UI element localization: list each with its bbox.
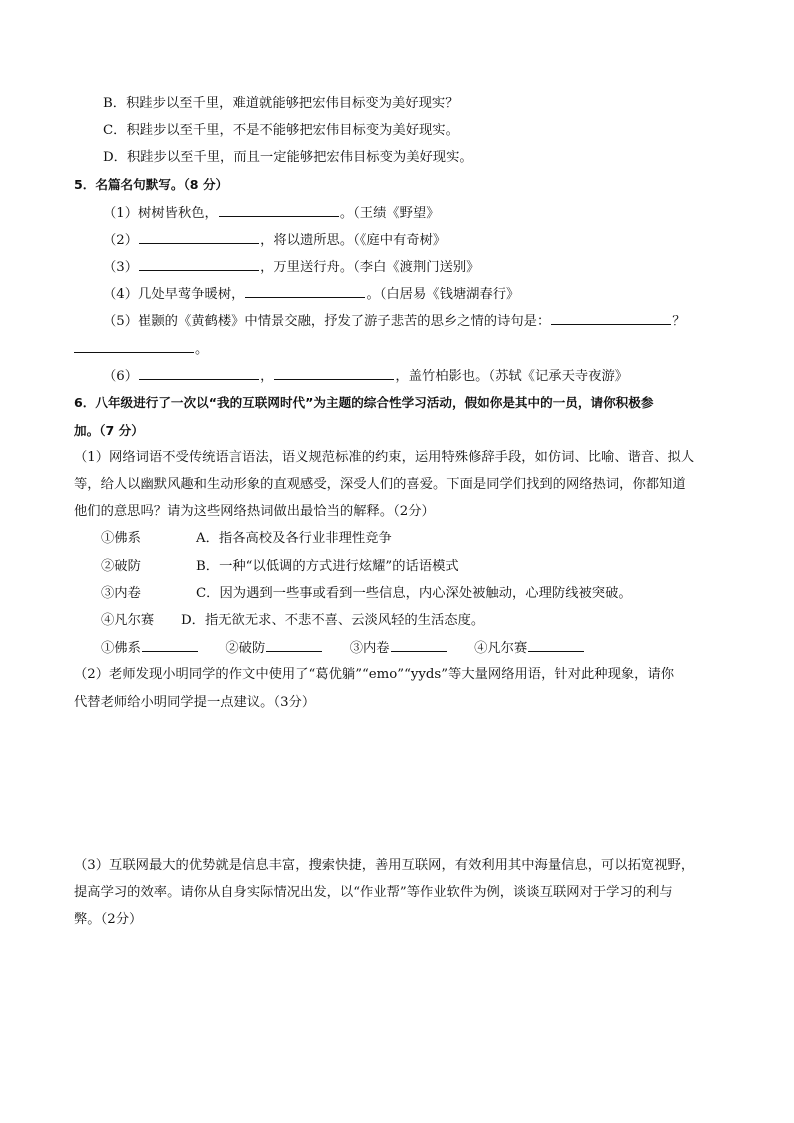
option-b: B．积跬步以至千里，难道就能够把宏伟目标变为美好现实？	[103, 96, 459, 111]
match-def-b: B．一种“以低调的方式进行炫耀”的话语模式	[196, 559, 459, 574]
answer-blank[interactable]	[74, 339, 194, 353]
q5-line-5-cont	[73, 339, 208, 360]
match-term-3: ③内卷	[101, 586, 141, 601]
q5-title: 5．名篇名句默写。（8 分）	[74, 177, 229, 192]
q6-part3-line-3: 弊。（2分）	[74, 912, 143, 927]
answer-blank[interactable]	[139, 230, 259, 244]
match-term-4: ④凡尔赛	[101, 613, 155, 628]
q6-part3-line-2: 提高学习的效率。请你从自身实际情况出发，以“作业帮”等作业软件为例，谈谈互联网对于学习的利与	[74, 885, 673, 900]
answer-label-3: ③内卷	[349, 641, 390, 656]
answer-blank[interactable]	[139, 366, 259, 380]
answer-label-4: ④凡尔赛	[474, 641, 528, 656]
q6-title-line-1: 6．八年级进行了一次以“我的互联网时代”为主题的综合性学习活动，假如你是其中的一员，请你积极参	[74, 395, 654, 410]
q5-line-5	[103, 311, 686, 332]
q5-line-5-text-b: ？	[672, 314, 686, 329]
q5-line-1-text-b: 。（王绩《野望》	[339, 206, 440, 221]
q5-line-3-text-a: （3）	[103, 260, 139, 275]
answer-blank[interactable]	[142, 638, 198, 652]
q5-line-2	[103, 230, 446, 251]
option-c: C．积跬步以至千里，不是不能够把宏伟目标变为美好现实。	[103, 123, 459, 138]
q5-line-1	[103, 203, 440, 224]
q6-part1-line-2: 等，给人以幽默风趣和生动形象的直观感受，深受人们的喜爱。下面是同学们找到的网络热词，你都知道	[74, 477, 686, 492]
q6-part3-line-1: （3）互联网最大的优势就是信息丰富，搜索快捷，善用互联网，有效利用其中海量信息，可以拓宽视野，	[74, 858, 695, 873]
answer-blank[interactable]	[266, 638, 322, 652]
q5-line-4-text-b: 。（白居易《钱塘湖春行》	[366, 287, 520, 302]
answer-blank[interactable]	[551, 311, 671, 325]
q5-line-5-text-a: （5）崔颢的《黄鹤楼》中情景交融，抒发了游子悲苦的思乡之情的诗句是：	[103, 314, 551, 329]
q6-part2-line-2: 代替老师给小明同学提一点建议。（3分）	[74, 695, 316, 710]
match-def-c: C．因为遇到一些事或看到一些信息，内心深处被触动，心理防线被突破。	[196, 586, 632, 601]
q5-line-2-text-b: ，将以遗所思。（《庭中有奇树》	[260, 233, 447, 248]
answer-row	[101, 638, 585, 659]
answer-blank[interactable]	[528, 638, 584, 652]
q5-line-3	[103, 257, 479, 278]
answer-blank[interactable]	[139, 257, 259, 271]
q5-line-2-text-a: （2）	[103, 233, 139, 248]
q6-title-line-2: 加。（7 分）	[74, 423, 144, 438]
match-term-1: ①佛系	[101, 531, 141, 546]
answer-label-1: ①佛系	[101, 641, 141, 656]
q5-line-3-text-b: ，万里送行舟。（李白《渡荆门送别》	[260, 260, 480, 275]
q5-line-6-text-c: ，盖竹柏影也。（苏轼《记承天寺夜游》	[395, 369, 629, 384]
q5-line-6-text-a: （6）	[103, 369, 139, 384]
q6-part2-line-1: （2）老师发现小明同学的作文中使用了“葛优躺”“emo”“yyds”等大量网络用语，针对此种现象，请你	[74, 667, 675, 682]
q5-line-1-text-a: （1）树树皆秋色，	[103, 206, 218, 221]
q5-line-5-text-c: 。	[195, 342, 209, 357]
match-def-d: D．指无欲无求、不悲不喜、云淡风轻的生活态度。	[181, 613, 485, 628]
option-d: D．积跬步以至千里，而且一定能够把宏伟目标变为美好现实。	[103, 150, 473, 165]
q6-part1-line-1: （1）网络词语不受传统语言语法，语义规范标准的约束，运用特殊修辞手段，如仿词、比喻、谐音、拟人	[74, 450, 695, 465]
q6-part1-line-3: 他们的意思吗？请为这些网络热词做出最恰当的解释。（2分）	[74, 504, 435, 519]
q5-line-6-text-b: ，	[260, 369, 274, 384]
answer-blank[interactable]	[391, 638, 447, 652]
q5-line-4-text-a: （4）几处早莺争暖树，	[103, 287, 245, 302]
answer-label-2: ②破防	[225, 641, 266, 656]
match-def-a: A．指各高校及各行业非理性竞争	[196, 531, 392, 546]
answer-blank[interactable]	[219, 203, 339, 217]
q5-line-4	[103, 284, 519, 305]
answer-blank[interactable]	[245, 284, 365, 298]
answer-blank[interactable]	[274, 366, 394, 380]
match-term-2: ②破防	[101, 559, 141, 574]
q5-line-6	[103, 366, 628, 387]
